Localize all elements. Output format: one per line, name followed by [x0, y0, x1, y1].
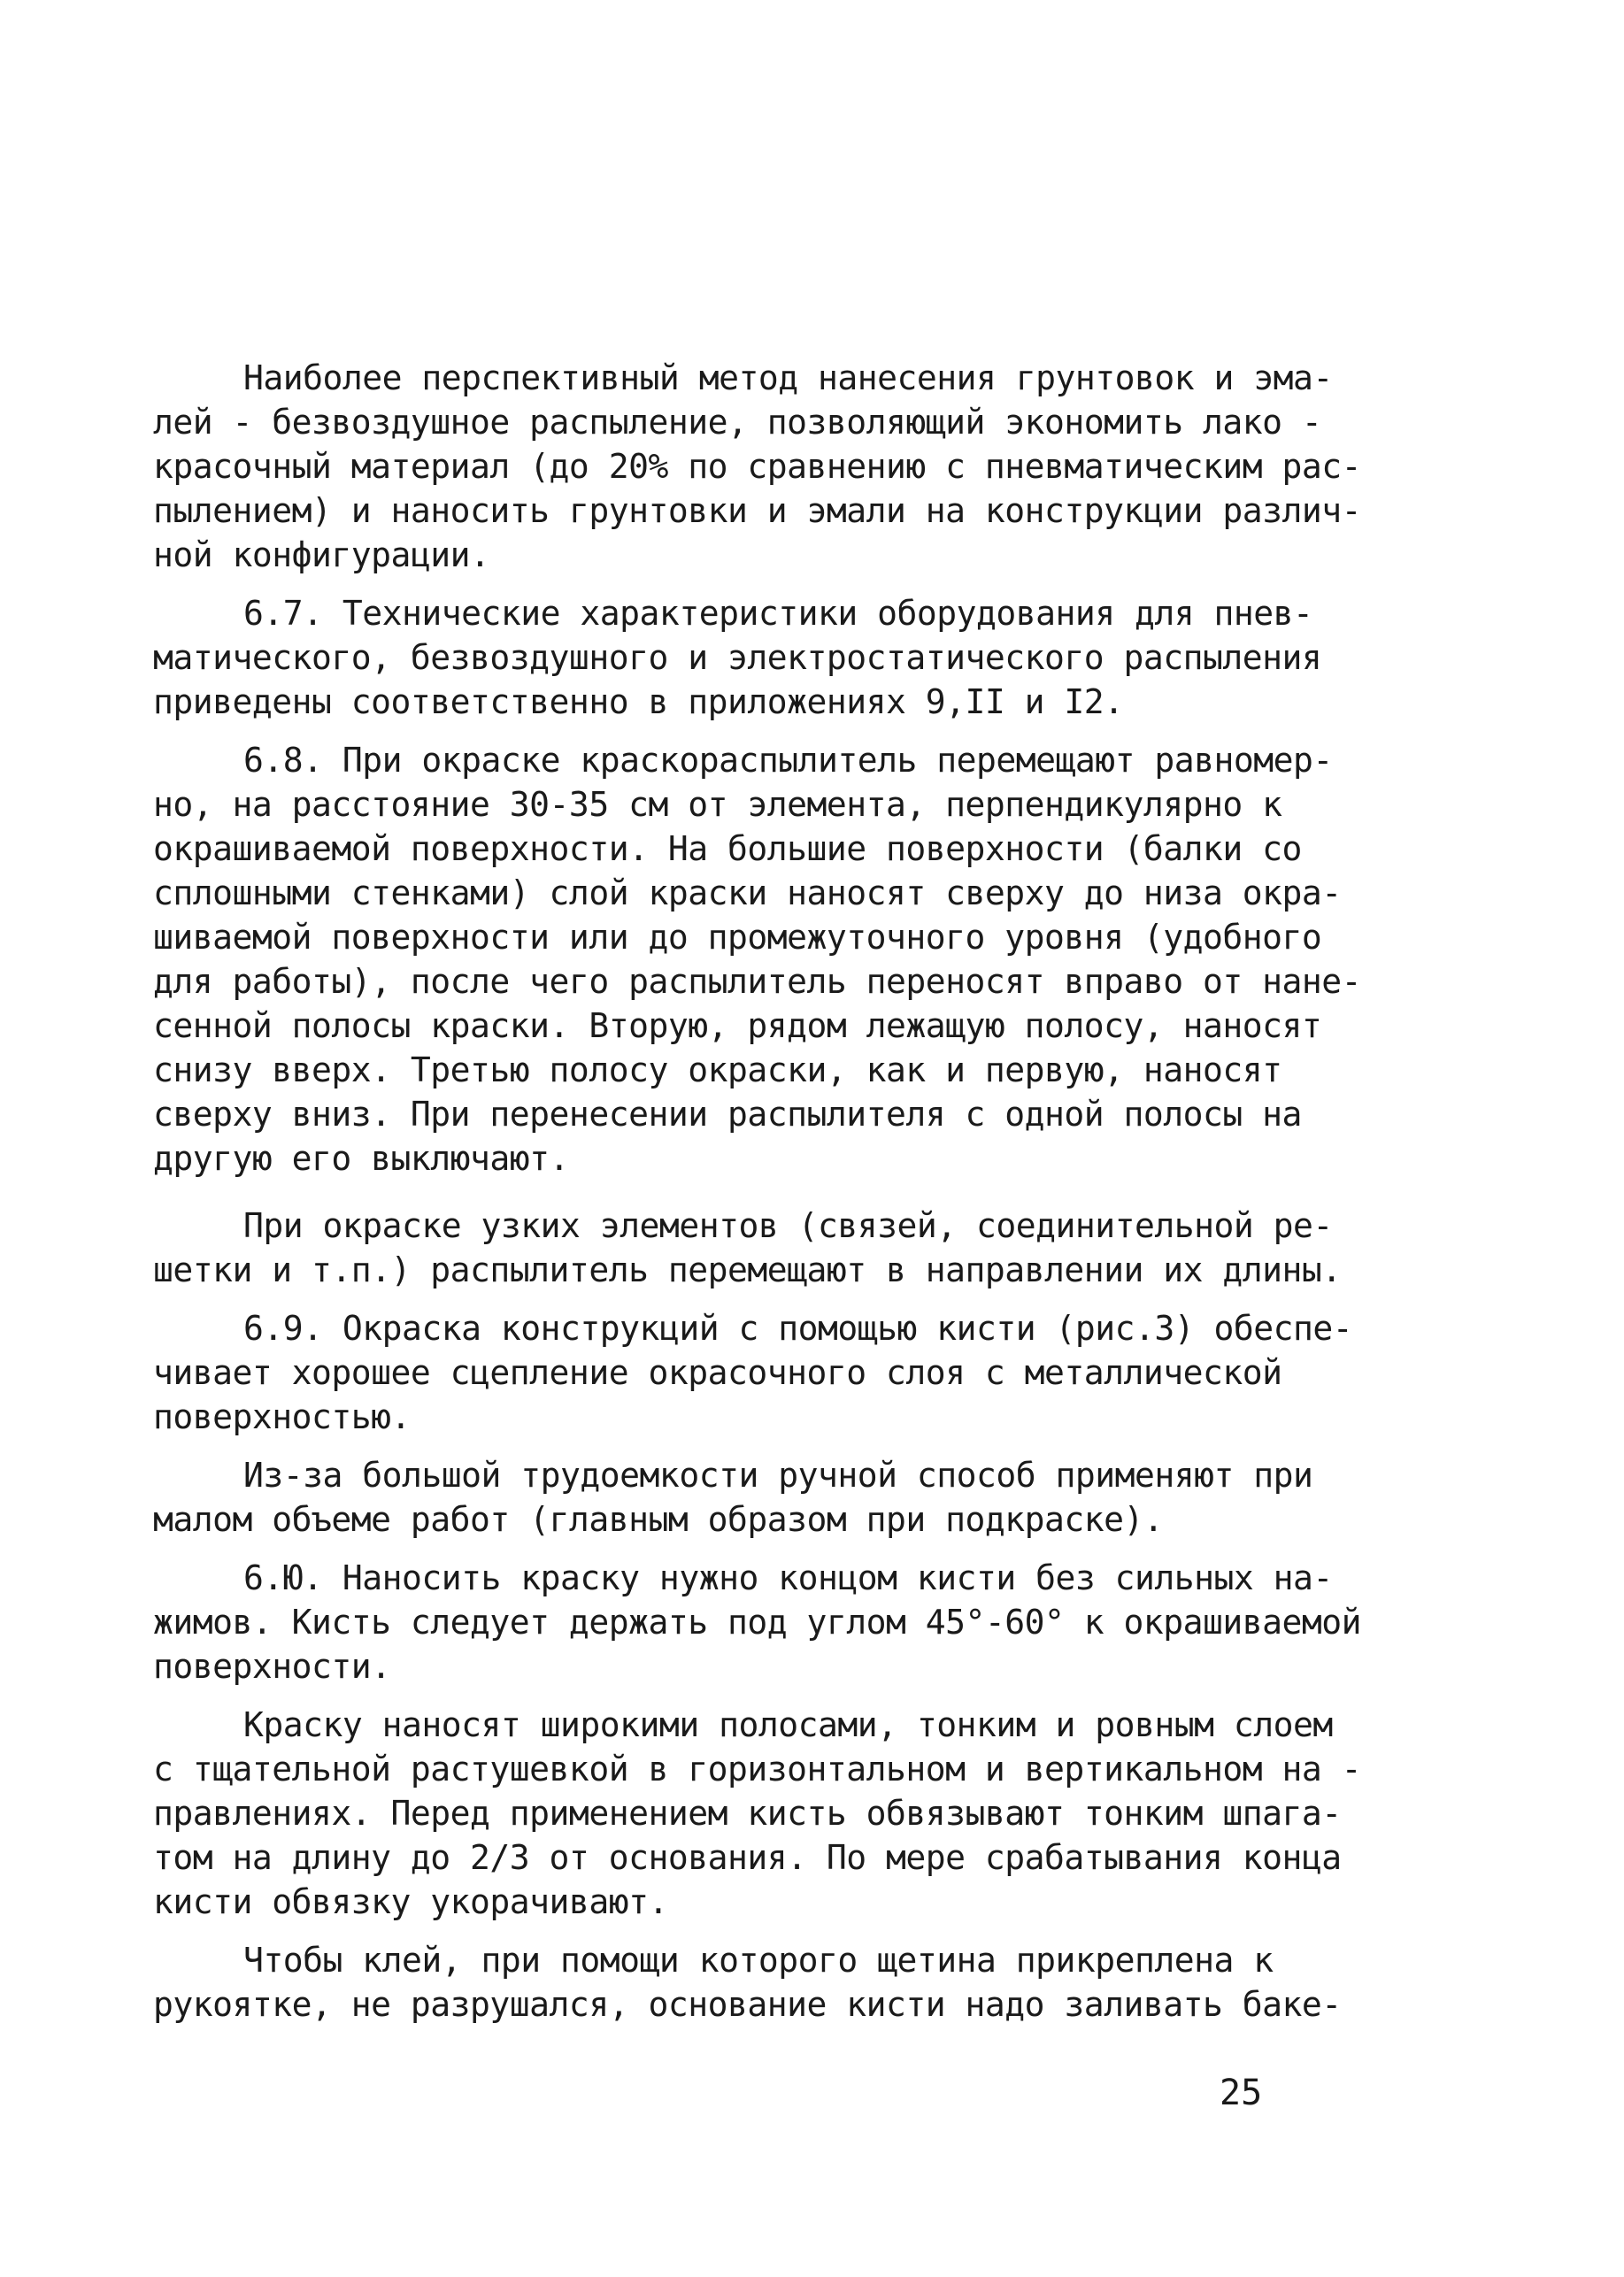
text-line: для работы), после чего распылитель переносят вправо от нане-: [153, 962, 1362, 1001]
text-line: При окраске узких элементов (связей, соединительной ре-: [243, 1206, 1333, 1245]
page-number: 25: [1220, 2073, 1263, 2113]
text-line: 6.Ю. Наносить краску нужно концом кисти без сильных на-: [243, 1558, 1333, 1597]
text-line: красочный материал (до 20% по сравнению с пневматическим рас-: [153, 447, 1362, 486]
text-line: поверхности.: [153, 1647, 391, 1686]
text-line: 6.7. Технические характеристики оборудования для пнев-: [243, 594, 1313, 633]
text-line: приведены соответственно в приложениях 9,II и I2.: [153, 682, 1124, 721]
text-line: Краску наносят широкими полосами, тонким и ровным слоем: [243, 1705, 1333, 1744]
text-line: ной конфигурации.: [153, 535, 490, 574]
text-line: Чтобы клей, при помощи которого щетина прикреплена к: [243, 1941, 1274, 1980]
text-line: Из-за большой трудоемкости ручной способ применяют при: [243, 1456, 1313, 1495]
text-line: пылением) и наносить грунтовки и эмали на конструкции различ-: [153, 491, 1362, 530]
text-line: окрашиваемой поверхности. На большие поверхности (балки со: [153, 829, 1302, 868]
text-line: 6.8. При окраске краскораспылитель перемещают равномер-: [243, 741, 1333, 780]
text-line: правлениях. Перед применением кисть обвязывают тонким шпага-: [153, 1794, 1342, 1833]
text-line: снизу вверх. Третью полосу окраски, как и первую, наносят: [153, 1050, 1282, 1089]
text-line: поверхностью.: [153, 1397, 411, 1436]
text-line: шетки и т.п.) распылитель перемещают в направлении их длины.: [153, 1250, 1342, 1289]
text-line: лей - безвоздушное распыление, позволяющий экономить лако -: [153, 403, 1322, 442]
text-line: сплошными стенками) слой краски наносят сверху до низа окра-: [153, 873, 1342, 912]
text-line: другую его выключают.: [153, 1139, 569, 1178]
text-line: с тщательной растушевкой в горизонтальном и вертикальном на -: [153, 1750, 1362, 1789]
text-line: рукоятке, не разрушался, основание кисти надо заливать баке-: [153, 1985, 1342, 2024]
text-line: Наиболее перспективный метод нанесения грунтовок и эма-: [243, 358, 1333, 397]
text-line: матического, безвоздушного и электростатического распыления: [153, 638, 1322, 677]
text-line: сверху вниз. При перенесении распылителя с одной полосы на: [153, 1095, 1302, 1134]
text-line: 6.9. Окраска конструкций с помощью кисти (рис.3) обеспе-: [243, 1309, 1353, 1348]
text-line: сенной полосы краски. Вторую, рядом лежащую полосу, наносят: [153, 1006, 1322, 1045]
text-line: кисти обвязку укорачивают.: [153, 1882, 668, 1921]
text-line: малом объеме работ (главным образом при подкраске).: [153, 1500, 1164, 1539]
text-line: жимов. Кисть следует держать под углом 45°-60° к окрашиваемой: [153, 1603, 1362, 1642]
text-line: но, на расстояние 30-35 см от элемента, перпендикулярно к: [153, 785, 1282, 824]
text-line: том на длину до 2/3 от основания. По мере срабатывания конца: [153, 1838, 1342, 1877]
text-line: шиваемой поверхности или до промежуточного уровня (удобного: [153, 918, 1322, 957]
text-line: чивает хорошее сцепление окрасочного слоя с металлической: [153, 1353, 1282, 1392]
